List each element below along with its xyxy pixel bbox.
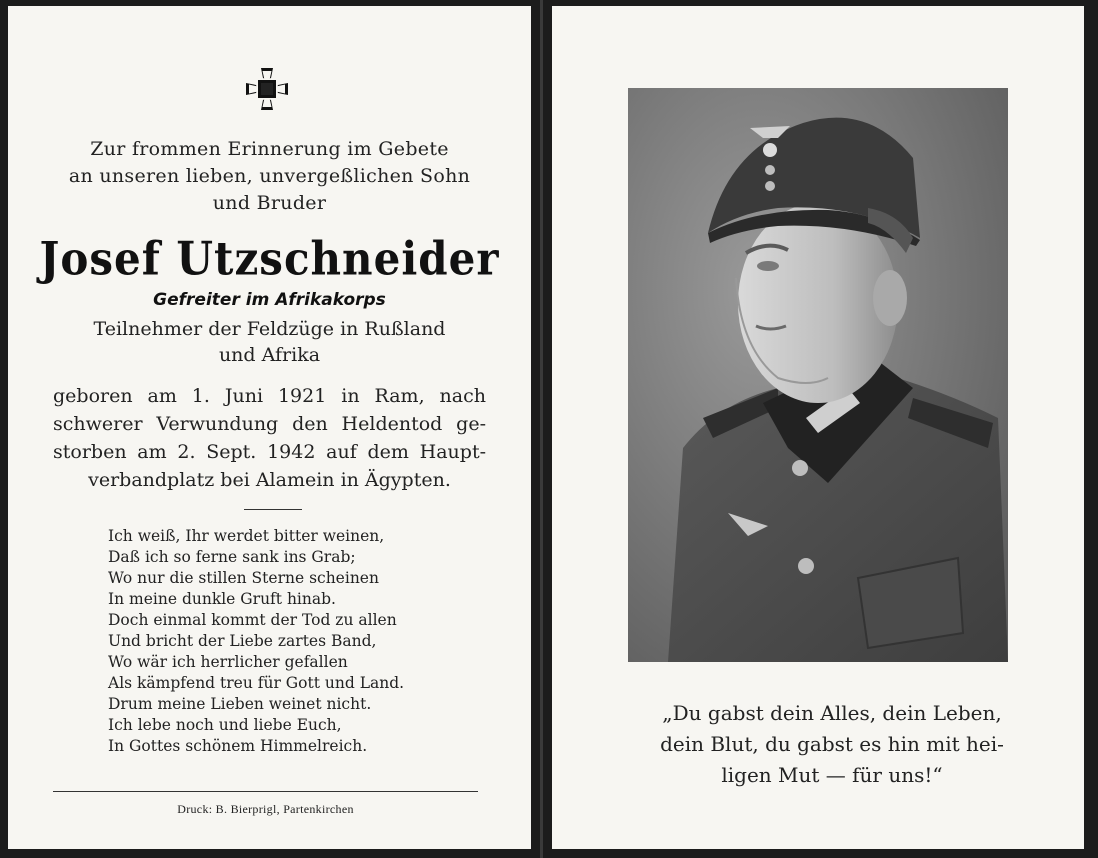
- military-rank: Gefreiter im Afrikakorps: [153, 290, 386, 310]
- footer-divider: [53, 791, 478, 792]
- right-panel: [552, 6, 1084, 849]
- dedication-line: und Bruder: [212, 192, 327, 214]
- biography-text: [53, 382, 486, 494]
- portrait-photo: [628, 88, 1008, 662]
- campaigns-text: [28, 316, 511, 368]
- left-panel: [8, 6, 531, 849]
- biography-line: geboren am 1. Juni 1921 in Ram, nach: [53, 385, 486, 407]
- biography-line: storben am 2. Sept. 1942 auf dem Haupt-: [53, 441, 486, 463]
- poem-line: Und bricht der Liebe zartes Band,: [108, 632, 377, 650]
- campaigns-line: Teilnehmer der Feldzüge in Rußland: [93, 318, 446, 340]
- poem-line: Drum meine Lieben weinet nicht.: [108, 695, 372, 713]
- biography-line: verbandplatz bei Alamein in Ägypten.: [88, 469, 451, 491]
- memorial-quote: [632, 698, 1032, 791]
- printer-credit: Druck: B. Bierprigl, Partenkirchen: [177, 802, 354, 816]
- iron-cross-icon: [244, 66, 290, 112]
- soldier-portrait-image: [628, 88, 1008, 662]
- deceased-name: Josef Utzschneider: [39, 231, 500, 286]
- poem-line: In Gottes schönem Himmelreich.: [108, 737, 368, 755]
- poem-line: Daß ich so ferne sank ins Grab;: [108, 548, 356, 566]
- card-fold: [540, 0, 543, 858]
- campaigns-line: und Afrika: [218, 344, 321, 366]
- divider: [244, 509, 302, 510]
- dedication-line: an unseren lieben, unvergeßlichen Sohn: [68, 165, 471, 187]
- poem-line: Wo nur die stillen Sterne scheinen: [108, 569, 379, 587]
- poem-line: Ich lebe noch und liebe Euch,: [108, 716, 342, 734]
- biography-line: schwerer Verwundung den Heldentod ge-: [53, 413, 486, 435]
- quote-line: ligen Mut — für uns!“: [721, 763, 943, 787]
- poem-line: Doch einmal kommt der Tod zu allen: [108, 611, 397, 629]
- dedication-line: Zur frommen Erinnerung im Gebete: [90, 138, 449, 160]
- quote-line: dein Blut, du gabst es hin mit hei-: [660, 732, 1004, 756]
- dedication-text: [28, 136, 511, 217]
- poem-line: In meine dunkle Gruft hinab.: [108, 590, 336, 608]
- poem-line: Als kämpfend treu für Gott und Land.: [108, 674, 405, 692]
- quote-line: „Du gabst dein Alles, dein Leben,: [662, 701, 1002, 725]
- poem-line: Ich weiß, Ihr werdet bitter weinen,: [108, 527, 385, 545]
- poem: [108, 526, 488, 757]
- poem-line: Wo wär ich herrlicher gefallen: [108, 653, 348, 671]
